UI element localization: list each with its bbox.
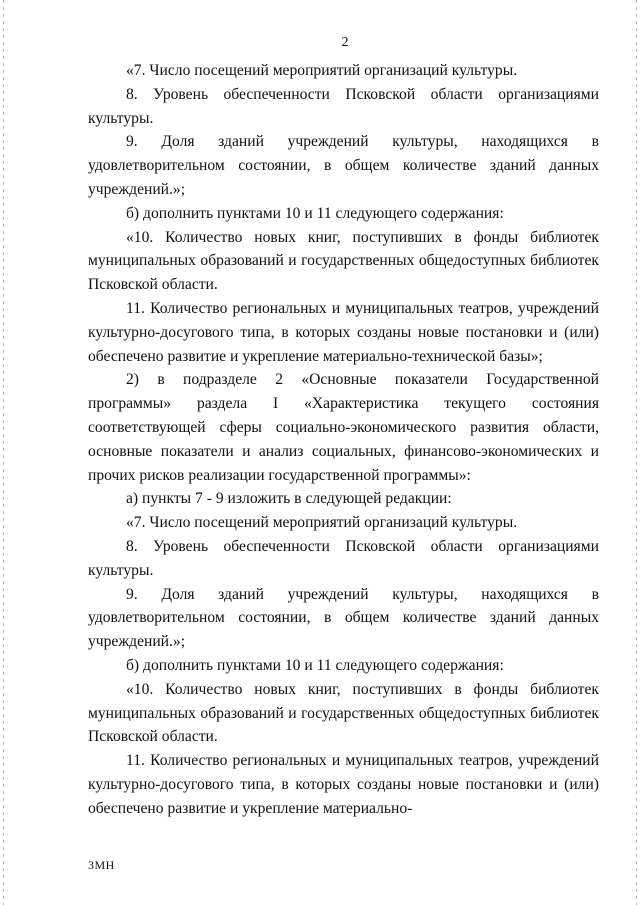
scan-edge-left [3, 0, 4, 905]
paragraph: 8. Уровень обеспеченности Псковской области организациями культуры. [88, 85, 599, 127]
paragraph: 11. Количество региональных и муниципальных театров, учреждений культурно-досугового типа, в которых созданы новые постановки и (или) обеспечено развитие и укрепление материально- [88, 752, 599, 817]
paragraph: «7. Число посещений мероприятий организаций культуры. [126, 514, 518, 532]
document-body [88, 59, 599, 821]
paragraph: а) пункты 7 - 9 изложить в следующей редакции: [126, 490, 452, 508]
paragraph: 2) в подразделе 2 «Основные показатели Государственной программы» раздела I «Характеристика текущего состояния соответствующей сферы социально-экономического развития области, основные показатели и анализ социальных, финансово-экономических и прочих рисков реализации государственной программы»: [88, 371, 599, 484]
scan-edge-right [636, 0, 637, 905]
paragraph: «10. Количество новых книг, поступивших в фонды библиотек муниципальных образований и государственных общедоступных библиотек Псковской области. [88, 228, 599, 294]
paragraph: 9. Доля зданий учреждений культуры, находящихся в удовлетворительном состоянии, в общем количестве зданий данных учреждений.»; [88, 585, 599, 651]
paragraph: б) дополнить пунктами 10 и 11 следующего содержания: [126, 204, 504, 222]
paragraph: «7. Число посещений мероприятий организаций культуры. [126, 62, 518, 79]
paragraph: «10. Количество новых книг, поступивших в фонды библиотек муниципальных образований и государственных общедоступных библиотек Псковской области. [88, 680, 599, 746]
paragraph: 9. Доля зданий учреждений культуры, находящихся в удовлетворительном состоянии, в общем количестве зданий данных учреждений.»; [88, 133, 599, 198]
paragraph: б) дополнить пунктами 10 и 11 следующего содержания: [126, 656, 504, 674]
paragraph: 11. Количество региональных и муниципальных театров, учреждений культурно-досугового типа, в которых созданы новые постановки и (или) обеспечено развитие и укрепление материально-технической базы»; [88, 299, 599, 365]
paragraph: 8. Уровень обеспеченности Псковской области организациями культуры. [88, 537, 599, 579]
footer-code: 3МН [88, 858, 115, 872]
page-number: 2 [341, 35, 349, 50]
